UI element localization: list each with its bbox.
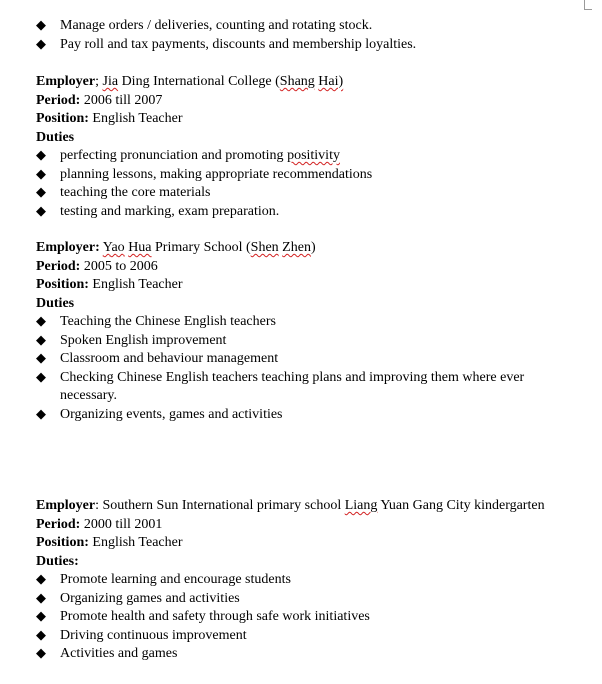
list-item: ◆ Checking Chinese English teachers teaching plans and improving them where ever necessary. (36, 369, 525, 403)
list-item: ◆ Activities and games (36, 645, 576, 664)
diamond-bullet-icon: ◆ (36, 148, 46, 163)
diamond-bullet-icon: ◆ (36, 627, 46, 643)
duties-heading: Duties (36, 295, 75, 311)
duties-heading: Duties: (36, 553, 79, 569)
list-item: ◆ Pay roll and tax payments, discounts and membership loyalties. (36, 36, 576, 55)
diamond-bullet-icon: ◆ (36, 369, 46, 385)
diamond-bullet-icon: ◆ (36, 590, 46, 606)
list-item: ◆ testing and marking, exam preparation. (36, 203, 576, 222)
period-line: Period: 2005 to 2006 (36, 258, 158, 274)
diamond-bullet-icon: ◆ (36, 646, 46, 661)
position-line: Position: English Teacher (36, 535, 183, 550)
list-item: ◆ Organizing events, games and activities (36, 406, 576, 425)
diamond-bullet-icon: ◆ (36, 406, 46, 422)
diamond-bullet-icon: ◆ (36, 572, 46, 587)
list-item: ◆ Promote health and safety through safe work initiatives (36, 608, 576, 627)
intro-section (36, 17, 576, 54)
diamond-bullet-icon: ◆ (36, 18, 46, 33)
diamond-bullet-icon: ◆ (36, 351, 46, 366)
job-entry-1 (36, 73, 576, 221)
list-item: ◆ planning lessons, making appropriate recommendations (36, 166, 576, 185)
list-item: ◆ Driving continuous improvement (36, 627, 576, 646)
employer-line: Employer: Southern Sun International primary school Liang Yuan Gang City kindergarten (36, 498, 545, 513)
period-line: Period: 2006 till 2007 (36, 92, 163, 108)
diamond-bullet-icon: ◆ (36, 185, 46, 200)
list-item: ◆ Classroom and behaviour management (36, 350, 576, 369)
list-item: ◆ Organizing games and activities (36, 590, 576, 609)
job-entry-2 (36, 239, 576, 424)
diamond-bullet-icon: ◆ (36, 203, 46, 219)
duties-heading: Duties (36, 129, 75, 145)
employer-line: Employer; Jia Ding International College (Shang Hai) (36, 74, 344, 89)
list-item: ◆ Manage orders / deliveries, counting and rotating stock. (36, 17, 576, 36)
page-corner-mark (584, 0, 592, 10)
diamond-bullet-icon: ◆ (36, 332, 46, 348)
list-item: ◆ perfecting pronunciation and promoting positivity (36, 147, 576, 166)
period-line: Period: 2000 till 2001 (36, 516, 163, 532)
diamond-bullet-icon: ◆ (36, 609, 46, 624)
diamond-bullet-icon: ◆ (36, 166, 46, 182)
list-item: ◆ Spoken English improvement (36, 332, 576, 351)
diamond-bullet-icon: ◆ (36, 314, 46, 329)
position-line: Position: English Teacher (36, 111, 183, 126)
list-item: ◆ teaching the core materials (36, 184, 576, 203)
diamond-bullet-icon: ◆ (36, 36, 46, 52)
list-item: ◆ Teaching the Chinese English teachers (36, 313, 576, 332)
list-item: ◆ Promote learning and encourage students (36, 571, 576, 590)
employer-line: Employer: Yao Hua Primary School (Shen Zhen) (36, 240, 316, 255)
job-entry-3 (36, 497, 576, 664)
position-line: Position: English Teacher (36, 277, 183, 292)
